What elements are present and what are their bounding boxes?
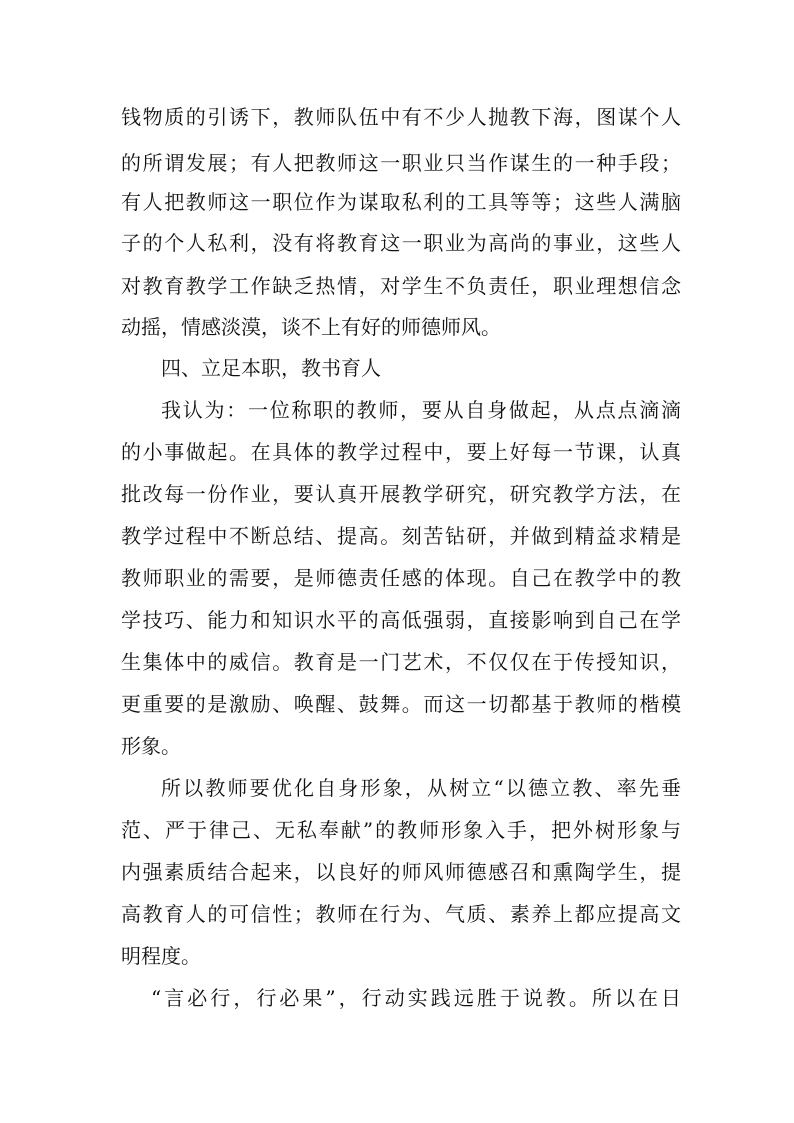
paragraph-line: 生集体中的威信。教育是一门艺术，不仅仅在于传授知识， xyxy=(121,650,681,674)
paragraph-line: 钱物质的引诱下，教师队伍中有不少人抛教下海，图谋个人 xyxy=(121,105,681,129)
section-heading: 四、立足本职，教书育人 xyxy=(161,356,381,380)
paragraph-line: 我认为：一位称职的教师，要从自身做起，从点点滴滴 xyxy=(161,398,681,422)
paragraph-line: 明程度。 xyxy=(121,944,201,968)
paragraph-line: 子的个人私利，没有将教育这一职业为高尚的事业，这些人 xyxy=(121,231,681,255)
paragraph-line: 形象。 xyxy=(121,734,181,758)
paragraph-line: 的所谓发展；有人把教师这一职业只当作谋生的一种手段； xyxy=(121,151,681,175)
paragraph-line: 学技巧、能力和知识水平的高低强弱，直接影响到自己在学 xyxy=(121,608,681,632)
paragraph-line: 更重要的是激励、唤醒、鼓舞。而这一切都基于教师的楷模 xyxy=(121,692,681,716)
paragraph-line: 所以教师要优化自身形象，从树立“以德立教、率先垂 xyxy=(161,776,681,800)
paragraph-line: 内强素质结合起来，以良好的师风师德感召和熏陶学生，提 xyxy=(121,860,681,884)
paragraph-line: 批改每一份作业，要认真开展教学研究，研究教学方法，在 xyxy=(121,482,681,506)
paragraph-line: “言必行，行必果”，行动实践远胜于说教。所以在日 xyxy=(151,986,681,1010)
paragraph-line: 的小事做起。在具体的教学过程中，要上好每一节课，认真 xyxy=(121,440,681,464)
paragraph-line: 范、严于律己、无私奉献”的教师形象入手，把外树形象与 xyxy=(121,818,681,842)
paragraph-line: 动摇，情感淡漠，谈不上有好的师德师风。 xyxy=(121,315,501,339)
paragraph-line: 有人把教师这一职位作为谋取私利的工具等等；这些人满脑 xyxy=(121,190,681,214)
paragraph-line: 教学过程中不断总结、提高。刻苦钻研，并做到精益求精是 xyxy=(121,524,681,548)
paragraph-line: 教师职业的需要，是师德责任感的体现。自己在教学中的教 xyxy=(121,566,681,590)
paragraph-line: 对教育教学工作缺乏热情，对学生不负责任，职业理想信念 xyxy=(121,274,681,298)
paragraph-line: 高教育人的可信性；教师在行为、气质、素养上都应提高文 xyxy=(121,902,681,926)
